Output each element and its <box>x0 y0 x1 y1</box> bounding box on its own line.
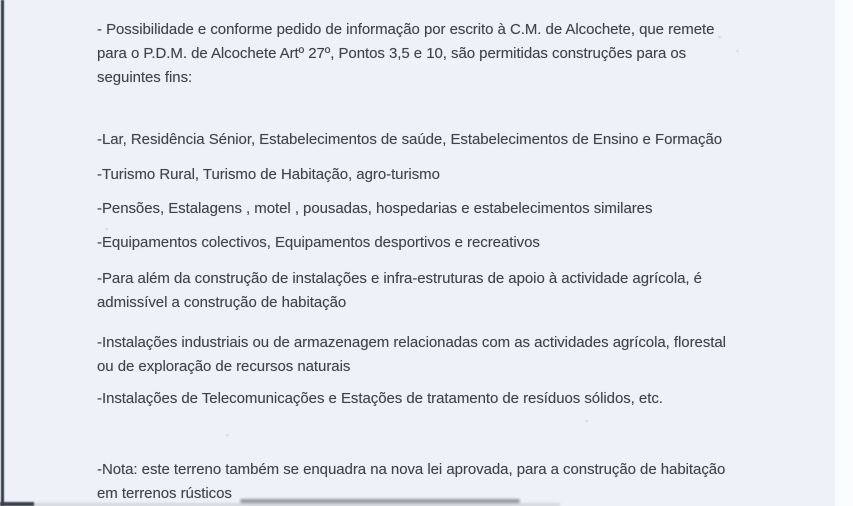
list-item <box>97 267 726 315</box>
scan-speck <box>718 36 721 38</box>
list-item <box>97 387 726 411</box>
text-line: -Nota: este terreno também se enquadra na nova lei aprovada, para a construção de habitação <box>97 461 726 478</box>
text-line: para o P.D.M. de Alcochete Artº 27º, Pontos 3,5 e 10, são permitidas construções para os <box>97 45 687 62</box>
text-line: admissível a construção de habitação <box>97 294 347 311</box>
list-item <box>97 128 726 152</box>
text-line: seguintes fins: <box>97 69 193 86</box>
scan-speck <box>105 228 108 230</box>
text-line: -Para além da construção de instalações e infra-estruturas de apoio à actividade agrícola, é <box>97 270 702 287</box>
text-line: em terrenos rústicos <box>97 485 232 502</box>
list-item <box>97 197 726 221</box>
scan-speck <box>585 420 588 422</box>
list-item <box>97 231 726 255</box>
text-line: -Instalações industriais ou de armazenagem relacionadas com as actividades agrícola, florestal <box>97 334 726 351</box>
intro-paragraph <box>97 18 726 90</box>
scan-edge-left <box>1 0 4 506</box>
text-line: -Lar, Residência Sénior, Estabelecimentos de saúde, Estabelecimentos de Ensino e Formação <box>97 131 723 148</box>
list-item <box>97 163 726 187</box>
scan-speck <box>736 50 739 52</box>
scan-speck <box>226 434 229 436</box>
scan-corner-mark <box>0 502 34 506</box>
scan-smudge-bottom <box>240 499 520 503</box>
text-line: -Instalações de Telecomunicações e Estações de tratamento de resíduos sólidos, etc. <box>97 390 663 407</box>
text-line: -Pensões, Estalagens , motel , pousadas, hospedarias e estabelecimentos similares <box>97 200 653 217</box>
text-line: - Possibilidade e conforme pedido de informação por escrito à C.M. de Alcochete, que remete <box>97 21 715 38</box>
text-line: -Equipamentos colectivos, Equipamentos desportivos e recreativos <box>97 234 540 251</box>
scan-speck <box>140 246 143 248</box>
text-line: -Turismo Rural, Turismo de Habitação, agro-turismo <box>97 166 440 183</box>
text-line: ou de exploração de recursos naturais <box>97 358 351 375</box>
list-item <box>97 331 726 379</box>
document-text <box>97 16 726 506</box>
